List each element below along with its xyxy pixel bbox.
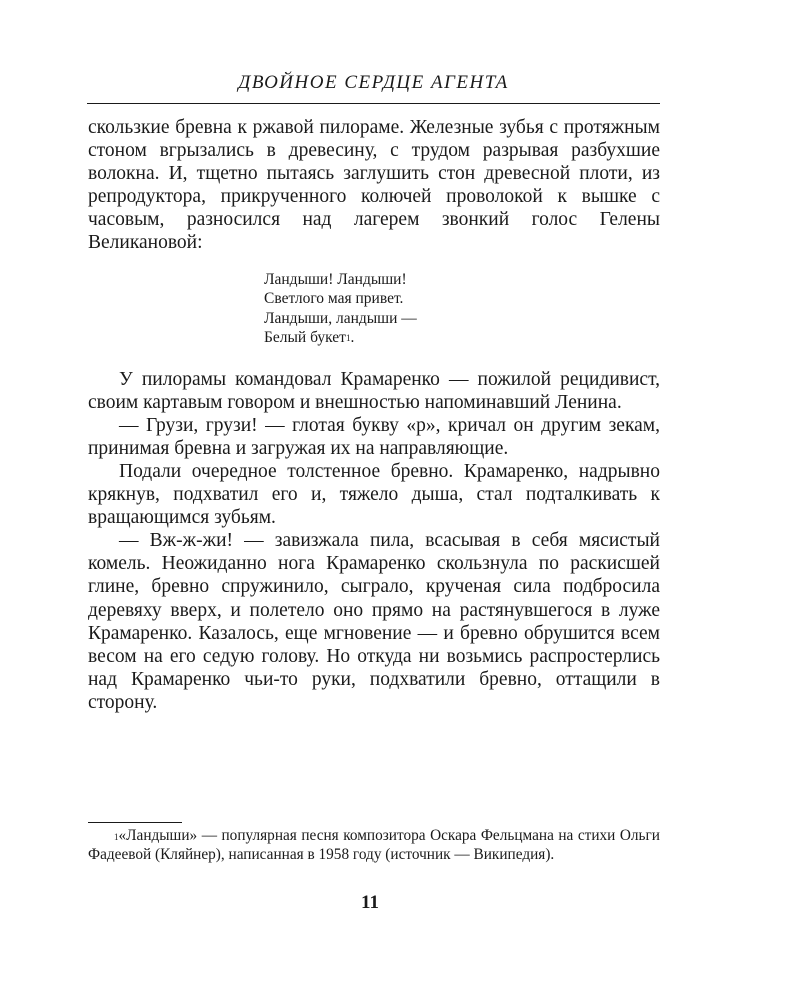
- paragraph: Подали очередное толстенное бревно. Крамаренко, надрывно крякнув, подхватил его и, тяжело дыша, стал подталкивать к вращающимся зубьям.: [88, 460, 660, 529]
- verse-line-last: [264, 328, 660, 348]
- paragraph: — Грузи, грузи! — глотая букву «р», кричал он другим зекам, принимая бревна и загружая их на направляющие.: [88, 414, 660, 459]
- verse-line: Ландыши, ландыши —: [264, 309, 417, 327]
- footnote: [88, 827, 660, 864]
- main-text: [88, 116, 660, 714]
- running-title: ДВОЙНОЕ СЕРДЦЕ АГЕНТА: [238, 72, 509, 93]
- footnote-text: «Ландыши» — популярная песня композитора Оскара Фельцмана на стихи Ольги Фадеевой (Кляйнер), написанная в 1958 году (источник — Википедия).: [88, 827, 660, 863]
- verse-line: Светлого мая привет.: [264, 290, 404, 308]
- footnote-mark: 1: [114, 832, 119, 842]
- verse-end-punctuation: .: [350, 329, 355, 347]
- verse-line: Ландыши! Ландыши!: [264, 270, 407, 288]
- paragraph: У пилорамы командовал Крамаренко — пожилой рецидивист, своим картавым говором и внешностью напоминавший Ленина.: [88, 368, 660, 413]
- paragraph: — Вж-ж-жи! — завизжала пила, всасывая в себя мясистый комель. Неожиданно нога Крамаренко скользнула по раскисшей глине, бревно спружинило, сыграло, крученая сила подбросила деревяху вверх, и полетело оно прямо на растянувшегося в луже Крамаренко. Казалось, еще мгновение — и бревно обрушится всем весом на его седую голову. Но откуда ни возьмись распростерлись над Крамаренко чьи-то руки, подхватили бревно, оттащили в сторону.: [88, 530, 660, 713]
- footnote-reference: 1: [345, 333, 351, 344]
- song-verse: [264, 270, 660, 348]
- verse-line-text: Белый букет: [264, 329, 346, 347]
- paragraph-continuation: скользкие бревна к ржавой пилораме. Железные зубья с протяжным стоном вгрызались в древесину, с трудом разрывая разбухшие волокна. И, тщетно пытаясь заглушить стон древесной плоти, из репродуктора, прикрученного колючей проволокой к вышке с часовым, разносился над лагерем звонкий голос Гелены Великановой:: [88, 117, 660, 254]
- page-number: 11: [361, 892, 379, 913]
- footnote-rule: [88, 822, 182, 823]
- header-rule: [87, 103, 660, 104]
